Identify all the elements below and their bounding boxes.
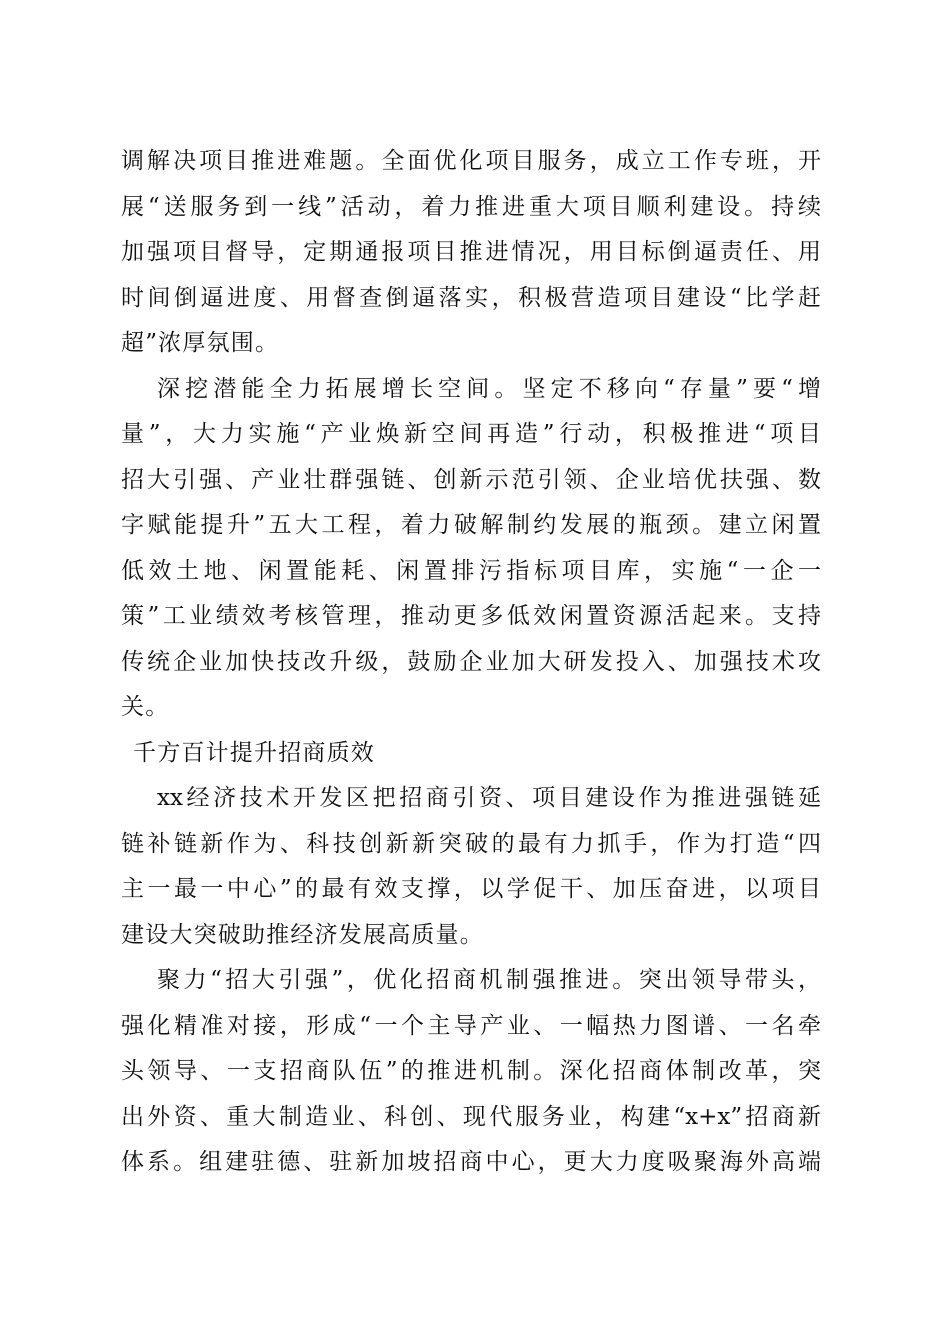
text-line: 招大引强、产业壮群强链、创新示范引领、企业培优扶强、数 <box>121 466 821 493</box>
text-line: 主一最一中心”的最有效支撑，以学促干、加压奋进，以项目 <box>121 876 821 902</box>
text-line: 传统企业加快技改升级，鼓励企业加大研发投入、加强技术攻 <box>121 648 821 675</box>
text-line: 加强项目督导，定期通报项目推进情况，用目标倒逼责任、用 <box>121 239 821 265</box>
text-line: 字赋能提升”五大工程，着力破解制约发展的瓶颈。建立闲置 <box>121 512 821 538</box>
text-line: 低效土地、闲置能耗、闲置排污指标项目库，实施“一企一 <box>121 557 821 584</box>
text-line: 强化精准对接，形成“一个主导产业、一幅热力图谱、一名牵 <box>121 1012 821 1039</box>
text-line: 建设大突破助推经济发展高质量。 <box>121 921 484 948</box>
text-line: 调解决项目推进难题。全面优化项目服务，成立工作专班，开 <box>121 148 821 174</box>
paragraph-start-line: xx经济技术开发区把招商引资、项目建设作为推进强链延 <box>157 785 821 811</box>
text-line: 展“送服务到一线”活动，着力推进重大项目顺利建设。持续 <box>121 193 821 220</box>
section-heading: 千方百计提升招商质效 <box>133 739 375 766</box>
text-line: 超”浓厚氛围。 <box>121 330 280 356</box>
document-body <box>121 139 821 1186</box>
paragraph-start-line: 聚力“招大引强”，优化招商机制强推进。突出领导带头， <box>157 967 821 993</box>
text-line: 时间倒逼进度、用督查倒逼落实，积极营造项目建设“比学赶 <box>121 284 821 311</box>
text-line: 出外资、重大制造业、科创、现代服务业，构建“x+x”招商新 <box>121 1103 821 1130</box>
text-line: 链补链新作为、科技创新新突破的最有力抓手，作为打造“四 <box>121 830 821 857</box>
text-line: 量”，大力实施“产业焕新空间再造”行动，积极推进“项目 <box>121 421 821 447</box>
text-line: 体系。组建驻德、驻新加坡招商中心，更大力度吸聚海外高端 <box>121 1149 821 1175</box>
paragraph-start-line: 深挖潜能全力拓展增长空间。坚定不移向“存量”要“增 <box>157 375 821 402</box>
text-line: 关。 <box>121 694 170 720</box>
text-line: 策”工业绩效考核管理，推动更多低效闲置资源活起来。支持 <box>121 603 821 629</box>
text-line: 头领导、一支招商队伍”的推进机制。深化招商体制改革，突 <box>121 1058 821 1084</box>
